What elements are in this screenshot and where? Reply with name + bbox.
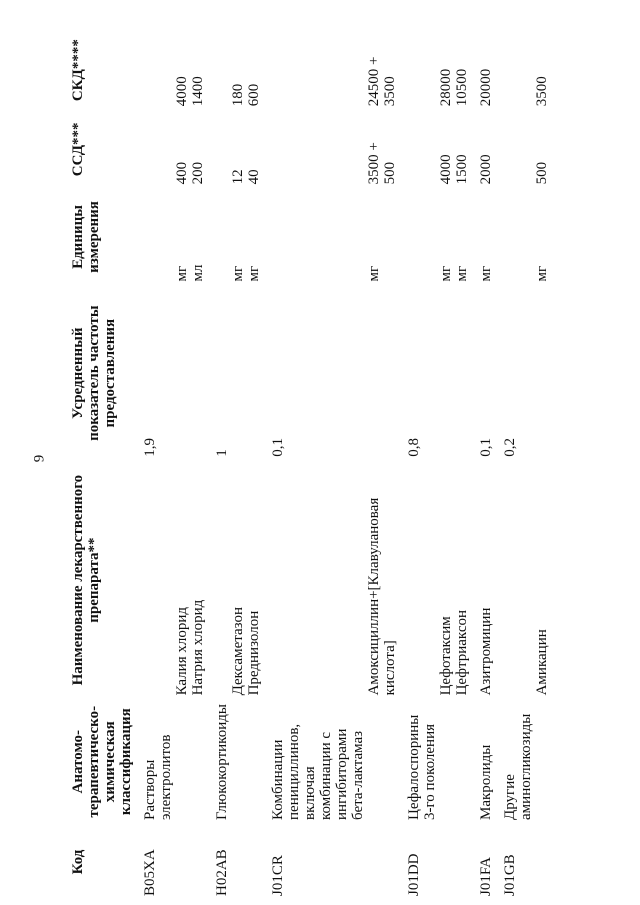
frequency-cell: 0,2	[502, 438, 518, 457]
table-row	[214, 30, 230, 900]
code-cell: J01CR	[270, 855, 286, 896]
table-row	[438, 30, 454, 900]
table-row	[142, 30, 174, 900]
skd-cell: 28000	[438, 68, 454, 107]
page-number: 9	[31, 454, 48, 463]
ssd-cell: 1500	[454, 154, 470, 185]
header-atc: Анатомо-терапевтическо-химическая классификация	[70, 705, 134, 818]
atc-cell: Цефалоспорины 3-го поколения	[406, 714, 438, 820]
skd-cell: 24500 + 3500	[366, 56, 398, 107]
header-drug: Наименование лекарственного препарата**	[70, 474, 102, 686]
unit-cell: мг	[366, 265, 382, 282]
skd-cell: 180	[230, 83, 246, 107]
unit-cell: мг	[534, 265, 550, 282]
drug-name-cell: Калия хлорид	[174, 607, 190, 696]
table-row	[270, 30, 366, 900]
skd-cell: 10500	[454, 68, 470, 107]
table-row	[230, 30, 246, 900]
frequency-cell: 0,1	[478, 438, 494, 457]
drug-name-cell: Азитромицин	[478, 607, 494, 696]
atc-cell: Другие аминогликозиды	[502, 713, 534, 820]
table-row	[174, 30, 190, 900]
header-code: Код	[70, 849, 86, 875]
drug-table	[70, 30, 550, 900]
table-row	[454, 30, 470, 900]
table-body	[142, 30, 550, 900]
code-cell: J01DD	[406, 853, 422, 896]
frequency-cell: 1,9	[142, 438, 158, 457]
table-row	[366, 30, 398, 900]
drug-name-cell: Дексаметазон	[230, 607, 246, 696]
frequency-cell: 1	[214, 449, 230, 457]
code-cell: J01GB	[502, 854, 518, 896]
ssd-cell: 500	[534, 161, 550, 185]
atc-cell: Глюкокортикоиды	[214, 704, 230, 820]
table-row	[190, 30, 206, 900]
header-ssd: ССД***	[70, 122, 86, 177]
table-header-row	[70, 30, 142, 900]
drug-name-cell: Натрия хлорид	[190, 599, 206, 696]
ssd-cell: 3500 + 500	[366, 142, 398, 185]
drug-name-cell: Цефтриаксон	[454, 609, 470, 696]
frequency-cell: 0,1	[270, 438, 286, 457]
skd-cell: 20000	[478, 68, 494, 107]
code-cell: H02AB	[214, 849, 230, 896]
unit-cell: мг	[478, 265, 494, 282]
unit-cell: мг	[438, 265, 454, 282]
unit-cell: мг	[454, 265, 470, 282]
table-row	[406, 30, 438, 900]
ssd-cell: 2000	[478, 154, 494, 185]
rotated-table-container	[70, 30, 630, 900]
frequency-cell: 0,8	[406, 438, 422, 457]
ssd-cell: 200	[190, 161, 206, 185]
table-row	[534, 30, 550, 900]
header-unit: Единицы измерения	[70, 201, 102, 273]
drug-name-cell: Амикацин	[534, 629, 550, 696]
atc-cell: Комбинации пенициллинов, включая комбинации с ингибиторами бета-лактамаз	[270, 723, 366, 820]
skd-cell: 3500	[534, 76, 550, 107]
ssd-cell: 4000	[438, 154, 454, 185]
drug-name-cell: Преднизолон	[246, 610, 262, 696]
unit-cell: мг	[174, 265, 190, 282]
atc-cell: Макролиды	[478, 744, 494, 820]
header-skd: СКД****	[70, 39, 86, 102]
skd-cell: 1400	[190, 76, 206, 107]
header-frequency: Усредненный показатель частоты предоставления	[70, 305, 118, 441]
code-cell: B05XA	[142, 849, 158, 896]
atc-cell: Растворы электролитов	[142, 734, 174, 820]
code-cell: J01FA	[478, 857, 494, 896]
ssd-cell: 12	[230, 169, 246, 185]
table-row	[478, 30, 494, 900]
table-row	[246, 30, 262, 900]
ssd-cell: 40	[246, 169, 262, 185]
drug-name-cell: Амоксициллин+[Клавулановая кислота]	[366, 497, 398, 696]
ssd-cell: 400	[174, 161, 190, 185]
unit-cell: мл	[190, 264, 206, 282]
table-row	[502, 30, 534, 900]
drug-name-cell: Цефотаксим	[438, 616, 454, 696]
unit-cell: мг	[230, 265, 246, 282]
skd-cell: 4000	[174, 76, 190, 107]
skd-cell: 600	[246, 83, 262, 107]
unit-cell: мг	[246, 265, 262, 282]
